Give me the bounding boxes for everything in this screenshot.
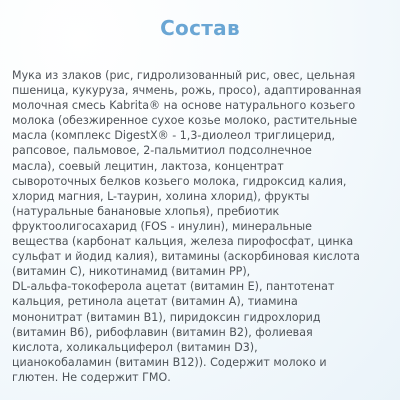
composition-text [12,68,392,385]
composition-line: (натуральные банановые хлопья), пребиотик [12,204,280,218]
composition-line: молока (обезжиренное сухое козье молоко, растительные [12,114,358,128]
composition-line: рапсовое, пальмовое, 2-пальмитиол подсолнечное [12,144,312,158]
composition-line: пшеница, кукуруза, ячмень, рожь, просо), адаптированная [12,84,362,98]
composition-line: молочная смесь Kabrita® на основе натурального козьего [12,99,356,113]
composition-line: хлорид магния, L-таурин, холина хлорид), фрукты [12,189,310,203]
composition-line: глютен. Не содержит ГМО. [12,370,171,384]
composition-line: цианокобаламин (витамин В12)). Содержит молоко и [12,355,327,369]
composition-line: фруктоолигосахарид (FOS - инулин), минеральные [12,219,312,233]
page-title: Состав [160,16,240,40]
composition-line: кислота, холикальциферол (витамин D3), [12,340,258,354]
composition-line: (витамин В6), рибофлавин (витамин В2), фолиевая [12,325,313,339]
composition-line: DL-альфа-токоферола ацетат (витамин Е), пантотенат [12,280,335,294]
composition-line: мононитрат (витамин В1), пиридоксин гидрохлорид [12,310,321,324]
composition-line: сульфат и йодид калия), витамины (аскорбиновая кислота [12,250,360,264]
composition-line: масла (комплекс DigestX® - 1,3-диолеол триглицерид, [12,129,336,143]
composition-line: вещества (карбонат кальция, железа пирофосфат, цинка [12,235,354,249]
composition-line: масла), соевый лецитин, лактоза, концентрат [12,159,284,173]
composition-line: Мука из злаков (рис, гидролизованный рис, овес, цельная [12,69,356,82]
composition-line: (витамин С), никотинамид (витамин РР), [12,265,251,279]
composition-line: сывороточных белков козьего молока, гидроксид калия, [12,174,347,188]
composition-line: кальция, ретинола ацетат (витамин А), тиамина [12,295,298,309]
